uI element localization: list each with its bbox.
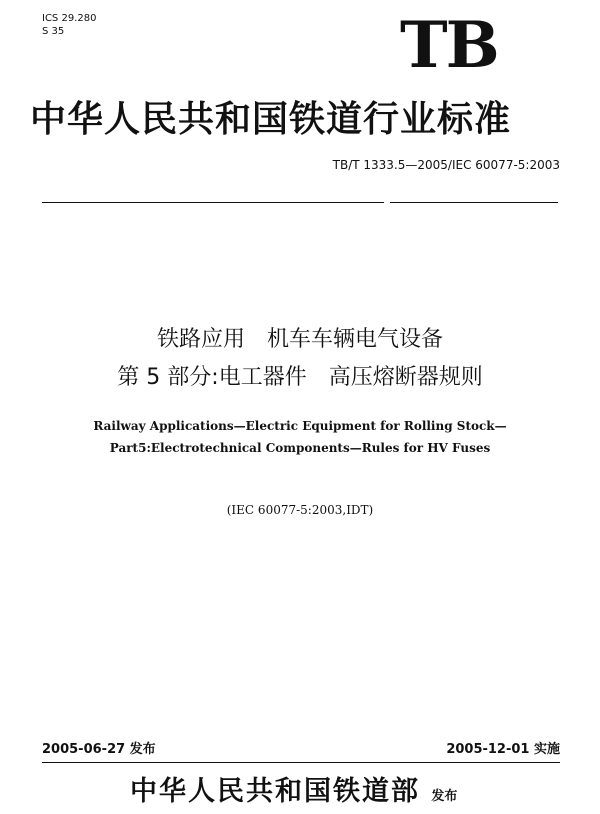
standard-title: 中华人民共和国铁道行业标准 (30, 99, 512, 140)
english-title-line-1: Railway Applications—Electric Equipment for Rolling Stock— (93, 419, 507, 433)
footer-rule (42, 762, 560, 763)
english-title-line-2: Part5:Electrotechnical Components—Rules for HV Fuses (109, 441, 491, 455)
chinese-title-line-1: 铁路应用 机车车辆电气设备 (156, 327, 443, 352)
standard-number: TB/T 1333.5—2005/IEC 60077-5:2003 (332, 158, 560, 172)
ccs-code: S 35 (42, 26, 65, 37)
chinese-title-line-2: 第 5 部分:电工器件 高压熔断器规则 (117, 365, 483, 390)
issuer-suffix: 发布 (431, 789, 458, 804)
tb-logo: TB (400, 8, 498, 83)
header-rule-left (42, 202, 384, 203)
iec-equivalence: (IEC 60077-5:2003,IDT) (226, 503, 374, 517)
issuer (130, 775, 530, 814)
issuer-name: 中华人民共和国铁道部 (130, 776, 420, 807)
header-rule-right (390, 202, 558, 203)
publish-date: 2005-06-27 发布 (42, 742, 156, 757)
ics-code: ICS 29.280 (42, 13, 97, 24)
implementation-date: 2005-12-01 实施 (446, 742, 560, 757)
